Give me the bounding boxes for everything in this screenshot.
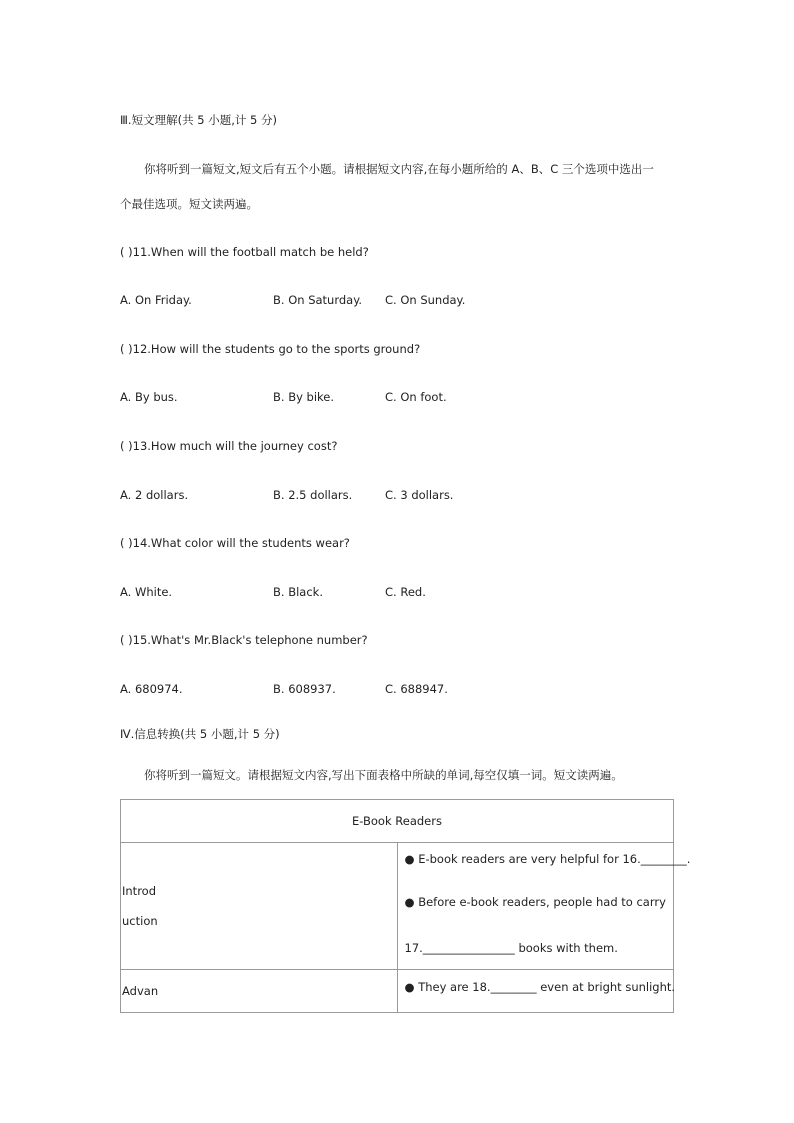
row-label-line1: Introd [122,884,157,898]
option-b: B. 608937. [273,682,336,696]
option-c: C. Red. [385,585,426,599]
question-stem: ( )15.What's Mr.Black's telephone number? [120,633,368,647]
option-c: C. On foot. [385,390,447,404]
info-table [120,799,691,1013]
question-stem: ( )11.When will the football match be held? [120,245,369,259]
table-row-advantages [121,970,674,1013]
option-c: C. 688947. [385,682,448,696]
section3-instruction-line1: 你将听到一篇短文,短文后有五个小题。请根据短文内容,在每小题所给的 A、B、C 三个选项中选出一 [144,162,654,176]
question-stem: ( )13.How much will the journey cost? [120,439,338,453]
row-content-introduction [397,843,691,970]
row-label-advantages: Advan [121,970,398,1013]
option-b: B. By bike. [273,390,335,404]
table-item: 17.________________ books with them. [404,941,618,955]
option-a: A. By bus. [120,390,178,404]
row-label-line2: uction [122,914,158,928]
option-c: C. On Sunday. [385,293,466,307]
option-b: B. On Saturday. [273,293,363,307]
option-c: C. 3 dollars. [385,488,454,502]
row-content-advantages [397,970,674,1013]
option-b: B. Black. [273,585,323,599]
table-title-row [121,800,674,843]
option-b: B. 2.5 dollars. [273,488,353,502]
table-item: ● E-book readers are very helpful for 16.________. [404,852,691,866]
section3-instruction-line2: 个最佳选项。短文读两遍。 [120,197,258,211]
table-item: ● They are 18.________ even at bright sunlight. [404,980,676,994]
section3-heading: Ⅲ.短文理解(共 5 小题,计 5 分) [120,113,277,127]
section4-heading: Ⅳ.信息转换(共 5 小题,计 5 分) [120,727,280,741]
option-a: A. On Friday. [120,293,192,307]
table-row-introduction [121,843,674,970]
option-a: A. 680974. [120,682,183,696]
option-a: A. 2 dollars. [120,488,189,502]
row-label-introduction [121,843,398,970]
question-stem: ( )14.What color will the students wear? [120,536,350,550]
section4-instruction: 你将听到一篇短文。请根据短文内容,写出下面表格中所缺的单词,每空仅填一词。短文读两遍。 [144,768,623,782]
question-stem: ( )12.How will the students go to the sports ground? [120,342,421,356]
table-title: E-Book Readers [121,800,674,843]
table-item: ● Before e-book readers, people had to carry [404,895,666,909]
option-a: A. White. [120,585,173,599]
